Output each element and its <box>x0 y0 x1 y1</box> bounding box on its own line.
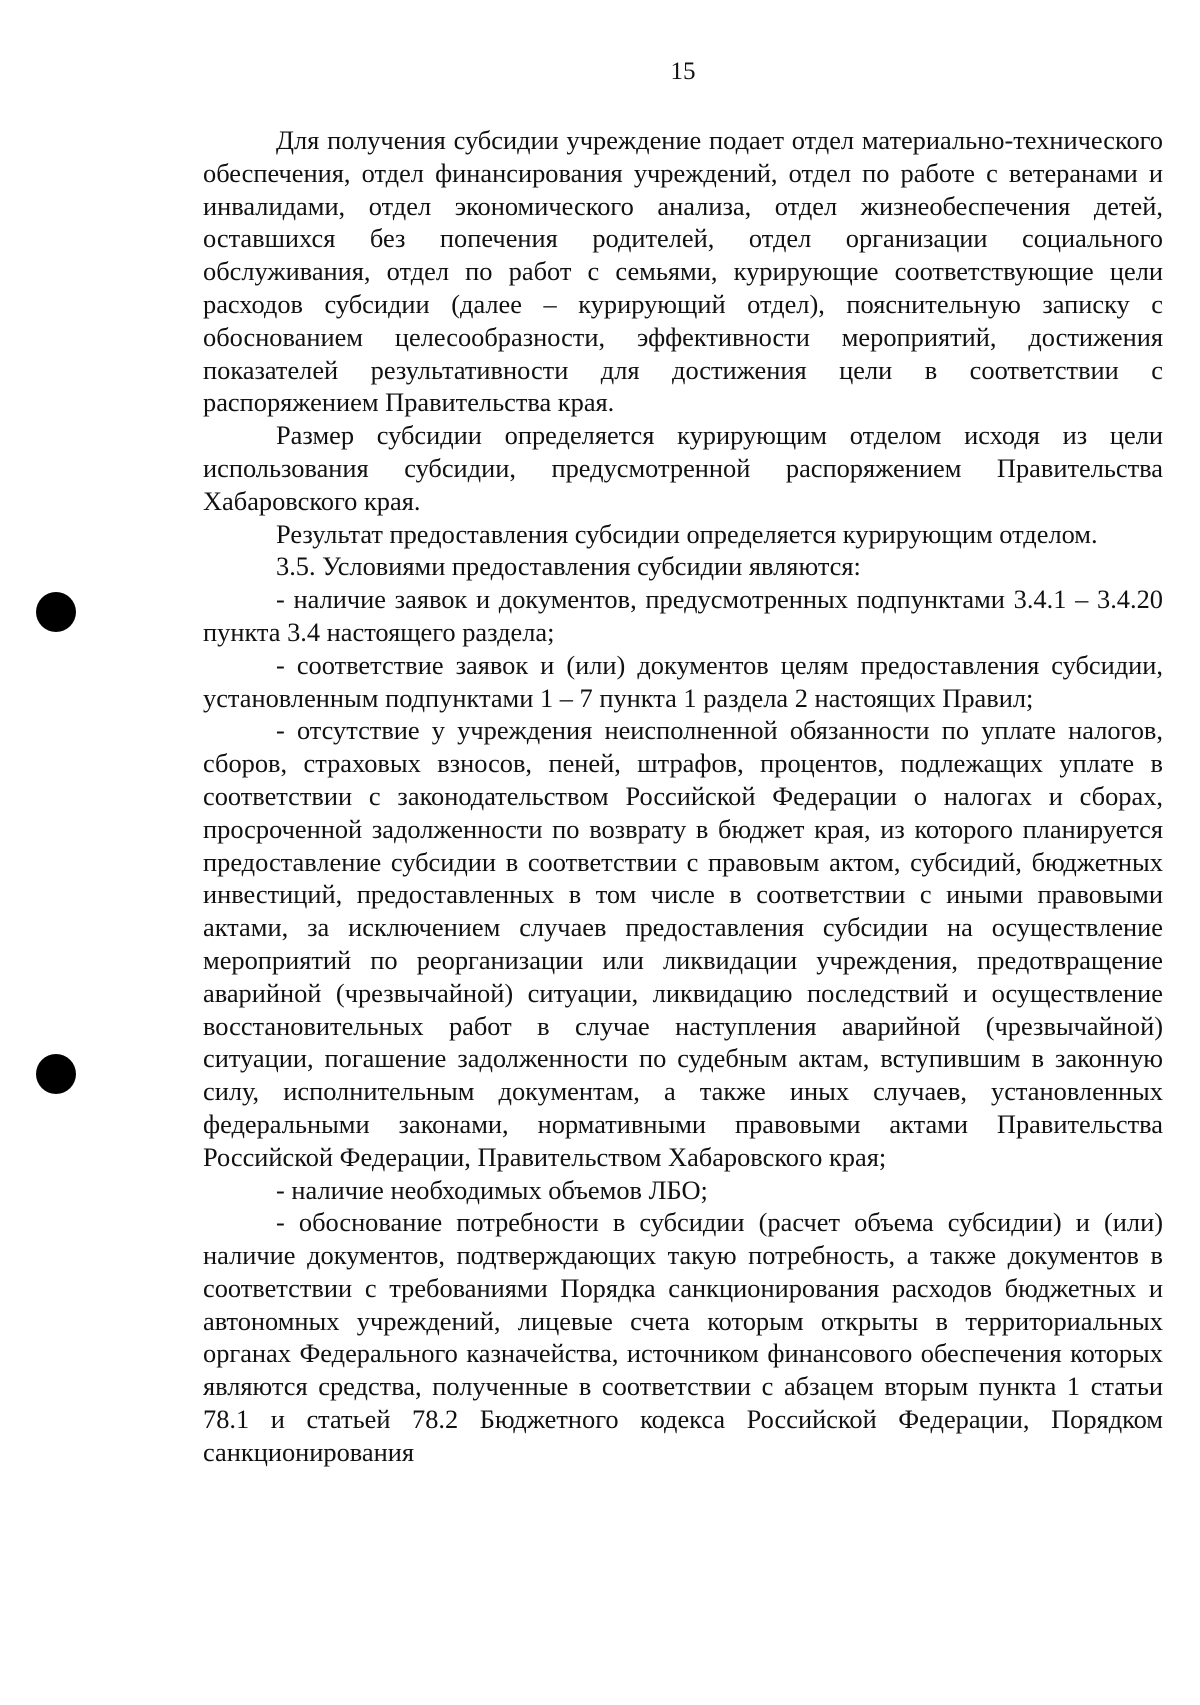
paragraph-condition-no-debts: - отсутствие у учреждения неисполненной обязанности по уплате налогов, сборов, страховых взносов, пеней, штрафов, процентов, подлежащих уплате в соответствии с законодательством Российской Федерации о налогах и сборах, просроченной задолженности по возврату в бюджет края, из которого планируется предоставление субсидии в соответствии с правовым актом, субсидий, бюджетных инвестиций, предоставленных в том числе в соответствии с иными правовыми актами, за исключением случаев предоставления субсидии на осуществление мероприятий по реорганизации или ликвидации учреждения, предотвращение аварийной (чрезвычайной) ситуации, ликвидацию последствий и осуществление восстановительных работ в случае наступления аварийной (чрезвычайной) ситуации, погашение задолженности по судебным актам, вступившим в законную силу, исполнительным документам, а также иных случаев, установленных федеральными законами, нормативными правовыми актами Правительства Российской Федерации, Правительством Хабаровского края; <box>203 715 1163 1172</box>
paragraph-condition-lbo: - наличие необходимых объемов ЛБО; <box>276 1174 708 1205</box>
paragraph-subsidy-result: Результат предоставления субсидии определяется курирующим отделом. <box>276 518 1098 549</box>
page-number: 15 <box>670 58 696 85</box>
paragraph-condition-documents: - наличие заявок и документов, предусмотренных подпунктами 3.4.1 – 3.4.20 пункта 3.4 настоящего раздела; <box>203 584 1163 647</box>
paragraph-subsidy-request: Для получения субсидии учреждение подает отдел материально-технического обеспечения, отдел финансирования учреждений, отдел по работе с ветеранами и инвалидами, отдел экономического анализа, отдел жизнеобеспечения детей, оставшихся без попечения родителей, отдел организации социального обслуживания, отдел по работ с семьями, курирующие соответствующие цели расходов субсидии (далее – курирующий отдел), пояснительную записку с обоснованием целесообразности, эффективности мероприятий, достижения показателей результативности для достижения цели в соответствии с распоряжением Правительства края. <box>203 125 1163 418</box>
paragraph-conditions-heading: 3.5. Условиями предоставления субсидии являются: <box>276 551 861 582</box>
punch-hole-mark <box>36 1054 76 1094</box>
paragraph-condition-compliance: - соответствие заявок и (или) документов целям предоставления субсидии, установленным подпунктами 1 – 7 пункта 1 раздела 2 настоящих Правил; <box>203 649 1163 713</box>
punch-hole-mark <box>36 592 76 632</box>
paragraph-subsidy-amount: Размер субсидии определяется курирующим отделом исходя из цели использования субсидии, предусмотренной распоряжением Правительства Хабаровского края. <box>203 420 1163 516</box>
paragraph-condition-justification: - обоснование потребности в субсидии (расчет объема субсидии) и (или) наличие документов, подтверждающих такую потребность, а также документов в соответствии с требованиями Порядка санкционирования расходов бюджетных и автономных учреждений, лицевые счета которым открыты в территориальных органах Федерального казначейства, источником финансового обеспечения которых являются средства, полученные в соответствии с абзацем вторым пункта 1 статьи 78.1 и статьей 78.2 Бюджетного кодекса Российской Федерации, Порядком санкционирования <box>203 1207 1163 1467</box>
document-body <box>203 124 1163 1469</box>
